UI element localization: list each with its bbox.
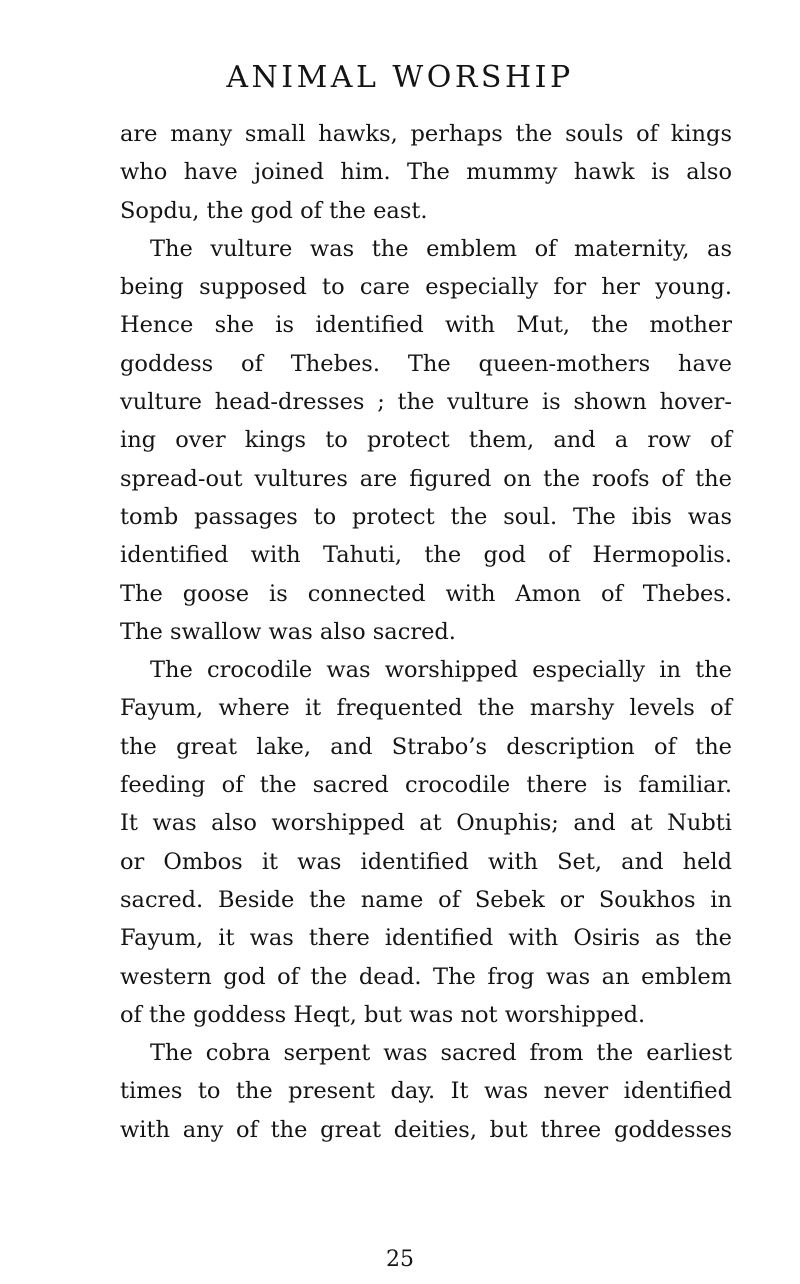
- text-line: being supposed to care especially for her young.: [120, 274, 732, 301]
- text-line: Hence she is identified with Mut, the mother: [120, 312, 732, 339]
- text-line: of the goddess Heqt, but was not worshipped.: [120, 1001, 646, 1028]
- text-line: It was also worshipped at Onuphis; and at Nubti: [120, 810, 732, 837]
- text-line: are many small hawks, perhaps the souls of kings: [120, 121, 732, 147]
- text-line: or Ombos it was identified with Set, and held: [120, 848, 732, 875]
- text-line: tomb passages to protect the soul. The ibis was: [120, 503, 732, 530]
- text-line: sacred. Beside the name of Sebek or Soukhos in: [120, 886, 732, 913]
- running-head: ANIMAL WORSHIP: [226, 60, 574, 95]
- text-line: spread-out vultures are figured on the roofs of the: [120, 465, 732, 492]
- text-line: The cobra serpent was sacred from the earliest: [150, 1040, 732, 1067]
- text-line: with any of the great deities, but three goddesses: [120, 1116, 732, 1143]
- text-line: Fayum, where it frequented the marshy levels of: [120, 695, 732, 722]
- text-line: times to the present day. It was never identified: [120, 1078, 732, 1105]
- text-line: Fayum, it was there identified with Osiris as the: [120, 925, 732, 952]
- text-line: The vulture was the emblem of maternity, as: [150, 235, 732, 262]
- text-line: vulture head-dresses ; the vulture is shown hover-: [120, 389, 732, 416]
- text-line: feeding of the sacred crocodile there is familiar.: [120, 772, 732, 799]
- text-line: Sopdu, the god of the east.: [120, 197, 428, 224]
- text-line: identified with Tahuti, the god of Hermopolis.: [120, 542, 732, 569]
- text-line: goddess of Thebes. The queen-mothers have: [120, 350, 732, 377]
- text-line: who have joined him. The mummy hawk is also: [120, 159, 732, 186]
- text-line: The swallow was also sacred.: [120, 618, 456, 645]
- text-line: The goose is connected with Amon of Thebes.: [120, 580, 732, 607]
- text-line: the great lake, and Strabo’s description of the: [120, 733, 732, 760]
- text-line: The crocodile was worshipped especially in the: [150, 657, 732, 684]
- page-number: 25: [386, 1247, 414, 1272]
- text-line: ing over kings to protect them, and a row of: [120, 427, 732, 454]
- body-text: [120, 115, 732, 1149]
- text-line: western god of the dead. The frog was an emblem: [120, 963, 732, 990]
